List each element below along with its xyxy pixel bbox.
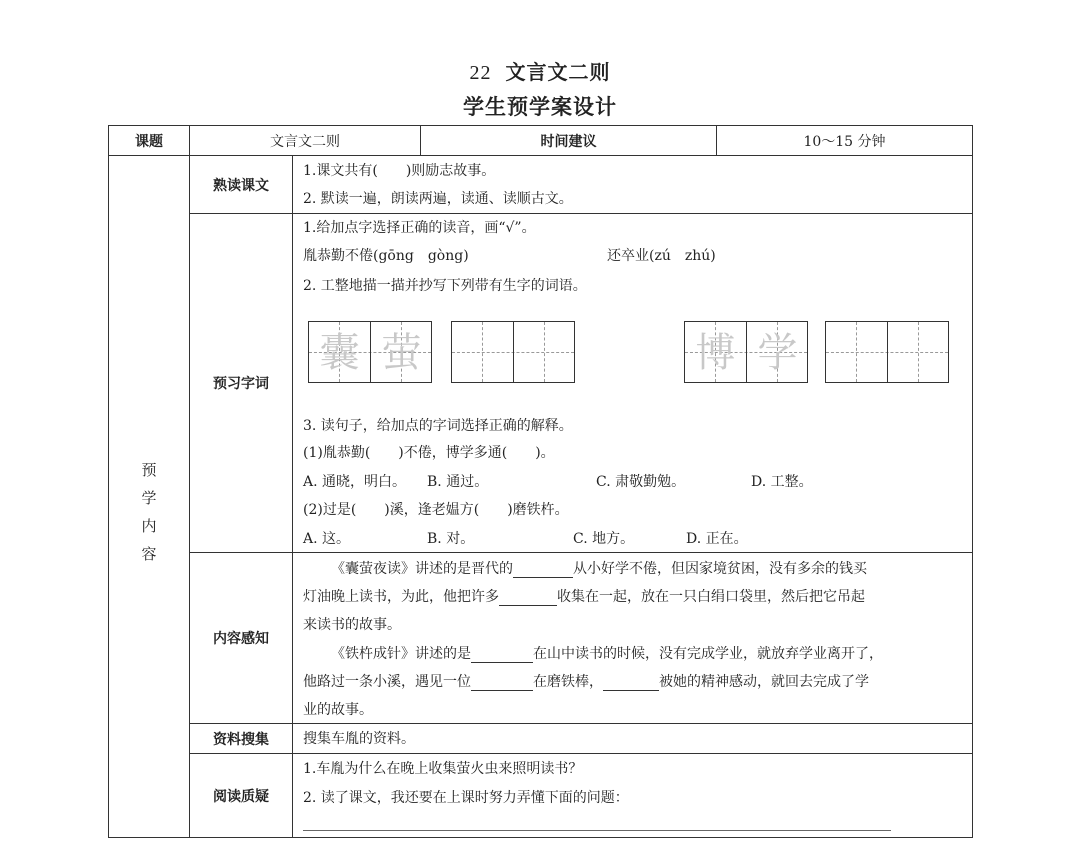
section-label: 预 学 内 容 [141, 461, 157, 563]
option-a: A. 这。 [303, 531, 351, 547]
lesson-number: 22 [469, 62, 492, 84]
fill-blank[interactable] [499, 591, 557, 606]
fill-blank[interactable] [471, 648, 533, 663]
copy-grid-2[interactable] [825, 321, 949, 383]
research-text: 搜集车胤的资料。 [303, 731, 415, 747]
study-plan-table [108, 125, 973, 838]
content-p1-line3: 来读书的故事。 [303, 617, 401, 633]
row-label-vocab: 预习字词 [213, 376, 269, 392]
row-label-reading: 熟读课文 [213, 177, 269, 194]
lesson-title [0, 56, 1080, 85]
row-label-content: 内容感知 [213, 631, 269, 647]
time-value: 10～15 分钟 [803, 133, 886, 150]
copy-grid-1[interactable] [451, 321, 575, 383]
trace-char: 博 [695, 330, 736, 376]
page-subtitle: 学生预学案设计 [463, 95, 617, 119]
questions-q2: 2. 读了课文，我还要在上课时努力弄懂下面的问题： [303, 790, 629, 806]
trace-grid-1[interactable] [308, 321, 432, 383]
fill-blank[interactable] [513, 563, 573, 578]
trace-char: 囊 [319, 330, 360, 376]
option-a: A. 通晓，明白。 [303, 474, 407, 490]
topic-value: 文言文二则 [270, 133, 340, 150]
vocab-q1-a: 胤恭勤不倦(gōng gòng) [303, 248, 469, 264]
topic-label: 课题 [135, 133, 163, 150]
option-d: D. 正在。 [686, 531, 748, 547]
content-p2-line2: 他路过一条小溪，遇见一位 在磨铁棒， 被她的精神感动，就回去完成了学 [303, 674, 869, 690]
option-b: B. 通过。 [427, 474, 489, 490]
option-d: D. 工整。 [751, 474, 813, 490]
reading-line-1: 1.课文共有( )则励志故事。 [303, 163, 496, 179]
option-b: B. 对。 [427, 531, 475, 547]
reading-line-2: 2. 默读一遍，朗读两遍，读通、读顺古文。 [303, 191, 573, 207]
questions-q1: 1.车胤为什么在晚上收集萤火虫来照明读书？ [303, 761, 583, 777]
vocab-q1-b: 还卒业(zú zhú) [607, 248, 716, 264]
content-p1-line1: 《囊萤夜读》讲述的是晋代的 从小好学不倦，但因家境贫困，没有多余的钱买 [331, 561, 867, 577]
trace-char: 萤 [381, 330, 422, 376]
row-label-questions: 阅读质疑 [213, 788, 269, 805]
vocab-q3-s2: (2)过是( )溪，逢老媪方( )磨铁杵。 [303, 502, 569, 518]
option-c: C. 肃敬勤勉。 [596, 474, 686, 490]
content-p1-line2: 灯油晚上读书，为此，他把许多 收集在一起，放在一只白绢口袋里，然后把它吊起 [303, 589, 865, 605]
trace-char: 学 [757, 330, 798, 376]
vocab-q1: 1.给加点字选择正确的读音，画“√”。 [303, 220, 536, 236]
time-label: 时间建议 [540, 133, 597, 150]
content-p2-line3: 业的故事。 [303, 702, 373, 718]
vocab-q3: 3. 读句子，给加点的字词选择正确的解释。 [303, 418, 573, 434]
content-p2-line1: 《铁杵成针》讲述的是 在山中读书的时候，没有完成学业，就放弃学业离开了， [331, 646, 883, 662]
vocab-q2: 2. 工整地描一描并抄写下列带有生字的词语。 [303, 278, 587, 294]
fill-blank[interactable] [471, 676, 533, 691]
trace-grid-2[interactable] [684, 321, 808, 383]
row-label-research: 资料搜集 [213, 731, 269, 748]
vocab-q3-s1: (1)胤恭勤( )不倦，博学多通( )。 [303, 445, 555, 461]
fill-blank[interactable] [603, 676, 659, 691]
lesson-title-text: 文言文二则 [505, 60, 611, 84]
option-c: C. 地方。 [573, 531, 635, 547]
answer-line[interactable] [303, 830, 891, 831]
